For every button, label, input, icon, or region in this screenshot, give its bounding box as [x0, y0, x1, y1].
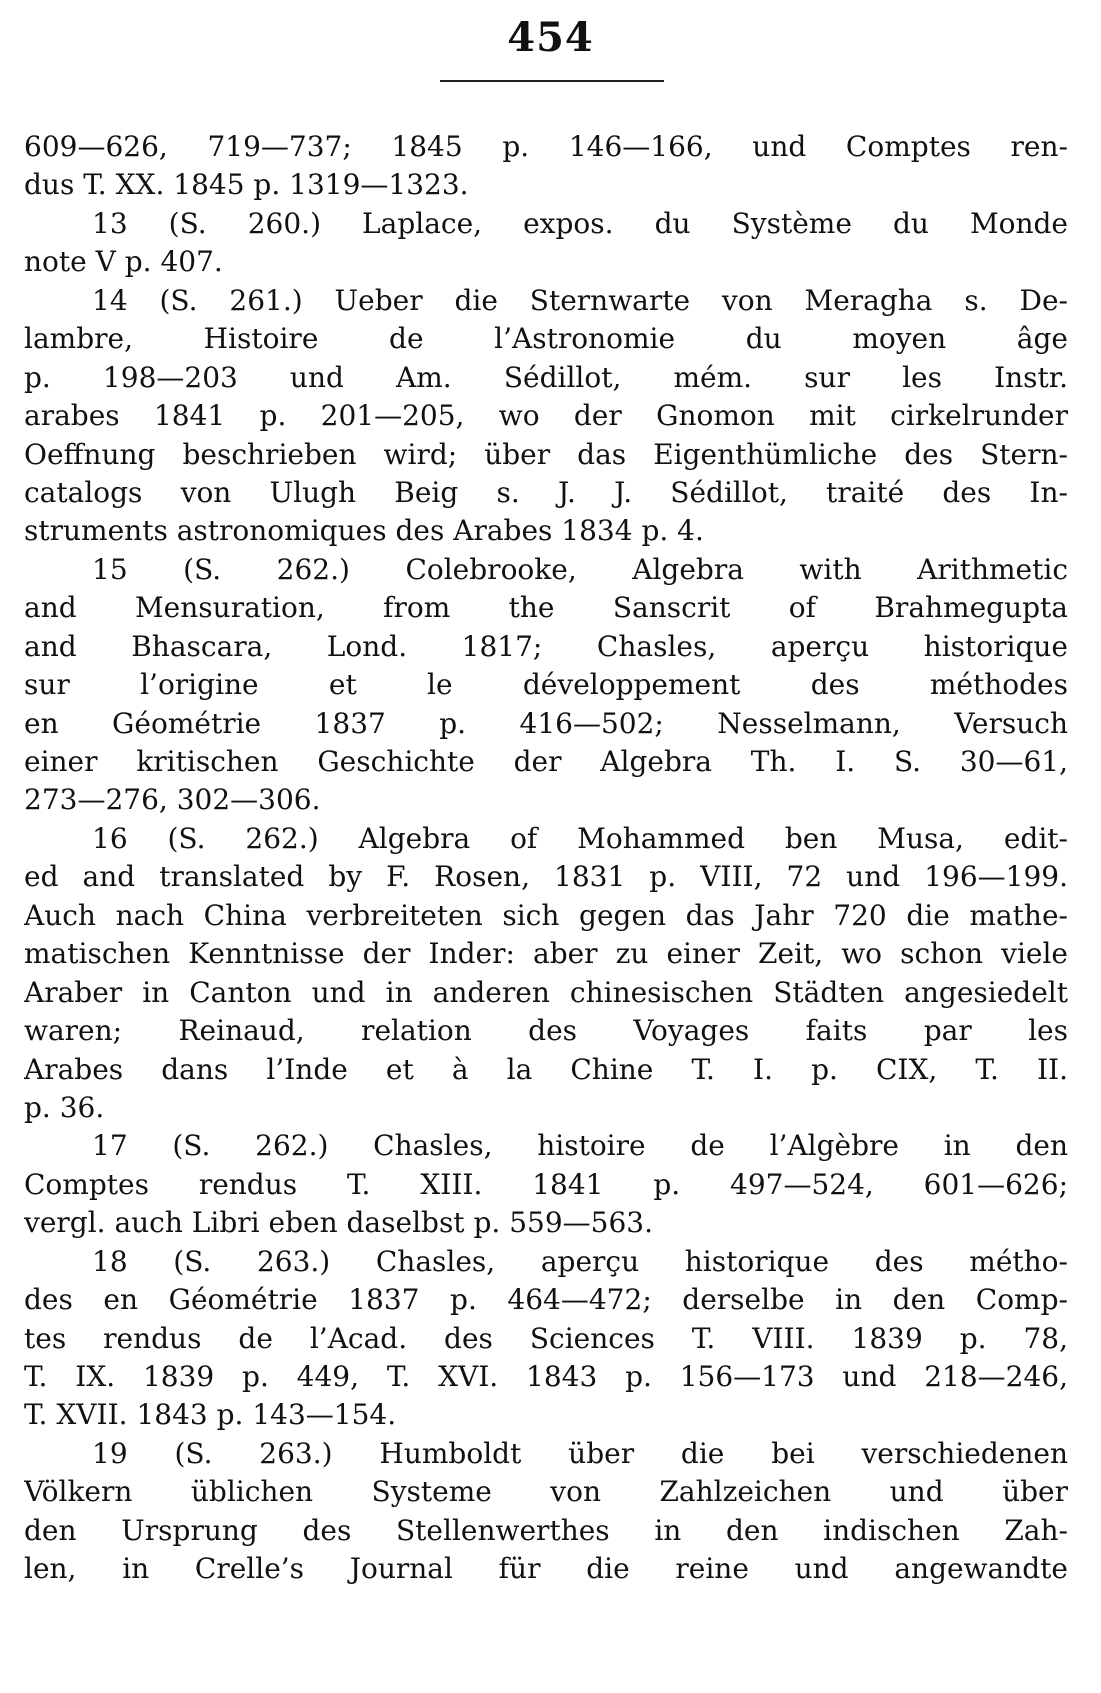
footnotes-body: [24, 128, 1068, 1589]
text-line: T. IX. 1839 p. 449, T. XVI. 1843 p. 156—173 und 218—246,: [24, 1360, 1068, 1393]
text-line: lambre, Histoire de l’Astronomie du moyen âge: [24, 322, 1068, 356]
text-line: T. XVII. 1843 p. 143—154.: [24, 1398, 397, 1432]
text-line: struments astronomiques des Arabes 1834 p. 4.: [24, 514, 704, 548]
text-line: Oeffnung beschrieben wird; über das Eigenthümliche des Stern-: [24, 437, 1068, 471]
text-line: waren; Reinaud, relation des Voyages faits par les: [24, 1014, 1068, 1048]
text-line: des en Géométrie 1837 p. 464—472; derselbe in den Comp-: [24, 1283, 1068, 1317]
text-line: note V p. 407.: [24, 245, 223, 279]
text-line: Araber in Canton und in anderen chinesischen Städten angesiedelt: [24, 975, 1068, 1009]
text-line: ed and translated by F. Rosen, 1831 p. VIII, 72 und 196—199.: [24, 860, 1068, 894]
text-line: 17 (S. 262.) Chasles, histoire de l’Algèbre in den: [92, 1129, 1068, 1163]
text-line: p. 36.: [24, 1090, 105, 1124]
text-line: 18 (S. 263.) Chasles, aperçu historique des métho-: [92, 1244, 1068, 1278]
text-line: 15 (S. 262.) Colebrooke, Algebra with Arithmetic: [92, 552, 1068, 586]
text-line: einer kritischen Geschichte der Algebra Th. I. S. 30—61,: [24, 745, 1068, 778]
text-line: 16 (S. 262.) Algebra of Mohammed ben Musa, edit-: [92, 821, 1068, 855]
text-line: 13 (S. 260.) Laplace, expos. du Système du Monde: [92, 206, 1068, 240]
text-line: Arabes dans l’Inde et à la Chine T. I. p. CIX, T. II.: [24, 1052, 1068, 1086]
text-line: p. 198—203 und Am. Sédillot, mém. sur les Instr.: [24, 360, 1068, 394]
text-line: tes rendus de l’Acad. des Sciences T. VIII. 1839 p. 78,: [24, 1321, 1068, 1355]
text-line: den Ursprung des Stellenwerthes in den indischen Zah-: [24, 1513, 1068, 1547]
text-line: and Bhascara, Lond. 1817; Chasles, aperçu historique: [24, 629, 1068, 663]
text-line: 14 (S. 261.) Ueber die Sternwarte von Meragha s. De-: [92, 283, 1068, 317]
text-line: len, in Crelle’s Journal für die reine und angewandte: [24, 1552, 1068, 1586]
header-rule: [440, 80, 664, 82]
text-line: 609—626, 719—737; 1845 p. 146—166, und Comptes ren-: [24, 130, 1068, 163]
page-number: 454: [507, 14, 594, 61]
text-line: 273—276, 302—306.: [24, 783, 321, 817]
text-line: vergl. auch Libri eben daselbst p. 559—563.: [24, 1206, 653, 1240]
text-line: arabes 1841 p. 201—205, wo der Gnomon mit cirkelrunder: [24, 399, 1068, 433]
text-line: Comptes rendus T. XIII. 1841 p. 497—524, 601—626;: [24, 1167, 1068, 1201]
text-line: matischen Kenntnisse der Inder: aber zu einer Zeit, wo schon viele: [24, 937, 1068, 971]
text-line: and Mensuration, from the Sanscrit of Brahmegupta: [24, 591, 1068, 625]
text-line: dus T. XX. 1845 p. 1319—1323.: [24, 168, 469, 202]
text-line: sur l’origine et le développement des méthodes: [24, 668, 1068, 702]
text-line: 19 (S. 263.) Humboldt über die bei verschiedenen: [92, 1436, 1068, 1470]
text-line: en Géométrie 1837 p. 416—502; Nesselmann, Versuch: [24, 706, 1068, 740]
text-line: Auch nach China verbreiteten sich gegen das Jahr 720 die mathe-: [24, 898, 1068, 932]
text-line: catalogs von Ulugh Beig s. J. J. Sédillot, traité des In-: [24, 475, 1068, 509]
text-line: Völkern üblichen Systeme von Zahlzeichen und über: [24, 1475, 1068, 1509]
